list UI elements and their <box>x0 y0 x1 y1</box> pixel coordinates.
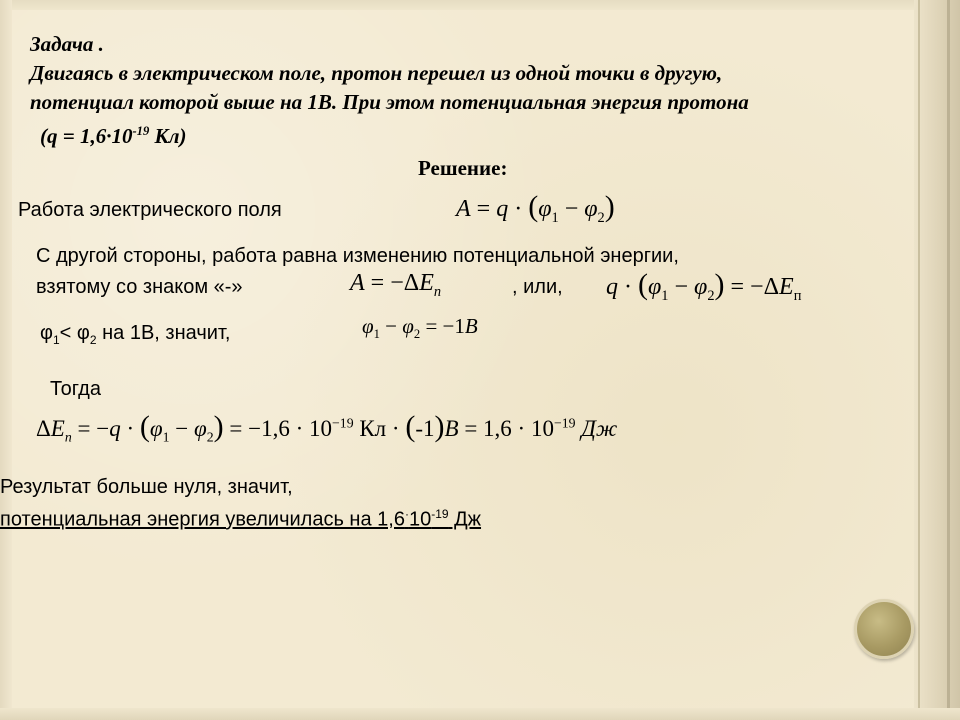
phi-statement <box>40 322 230 347</box>
final-formula-sub: n <box>64 429 72 445</box>
final-formula-eq2: = −1,6 · 10 <box>223 416 333 441</box>
work-formula-dot: · <box>508 196 529 222</box>
result-line-2-base: 10 <box>408 508 432 531</box>
alt-formula-eq: = −Δ <box>724 274 780 300</box>
phi-statement-phi1: φ <box>40 322 53 344</box>
other-side-line-2: взятому со знаком «-» <box>36 276 243 298</box>
task-charge-base: 10 <box>111 124 133 148</box>
work-formula-eq: = <box>470 196 497 222</box>
diff-formula-sub1: 1 <box>373 327 380 342</box>
alt-formula-e: E <box>779 274 794 300</box>
final-formula-exp2: −19 <box>553 415 576 431</box>
final-formula-paren2-open: ( <box>405 410 416 443</box>
work-formula-paren-close: ) <box>604 190 615 223</box>
task-line-3 <box>40 117 187 151</box>
final-formula <box>36 410 617 446</box>
phi-statement-lt: < φ <box>59 322 90 344</box>
final-formula-sub2: 2 <box>206 429 214 445</box>
final-formula-paren-close: ) <box>213 410 224 443</box>
alt-formula-sub: п <box>793 287 802 304</box>
energy-formula-lhs: A <box>350 270 365 296</box>
task-line-1: Двигаясь в электрическом поле, протон перешел из одной точки в другую, <box>30 61 723 85</box>
task-charge-unit: Кл) <box>149 124 187 148</box>
energy-formula-e: E <box>419 270 434 296</box>
work-formula-paren-open: ( <box>528 190 539 223</box>
work-formula <box>456 190 615 227</box>
diff-formula-eq: = −1 <box>420 314 465 338</box>
final-formula-delta: Δ <box>36 416 51 441</box>
work-formula-minus: − <box>558 196 585 222</box>
diff-formula-phi2: φ <box>402 314 414 338</box>
task-heading: Задача . <box>30 32 104 56</box>
result-line-2 <box>0 507 481 532</box>
final-formula-sub1: 1 <box>162 429 170 445</box>
frame-right-line <box>918 0 920 720</box>
phi-statement-rest: на 1В, значит, <box>96 322 231 344</box>
work-formula-lhs: A <box>456 196 471 222</box>
task-charge-dot: · <box>106 124 112 148</box>
frame-right-line-outer <box>947 0 950 720</box>
ili-text: , или, <box>512 276 563 298</box>
final-formula-paren-open: ( <box>139 410 150 443</box>
alt-formula-sub1: 1 <box>661 287 669 304</box>
frame-right <box>914 0 960 720</box>
work-formula-phi2: φ <box>584 196 598 222</box>
frame-bottom <box>0 708 960 720</box>
final-formula-paren2-close: ) <box>434 410 445 443</box>
alt-formula-paren-close: ) <box>714 268 725 301</box>
work-formula-sub2: 2 <box>597 209 605 226</box>
solution-title: Решение: <box>418 156 508 180</box>
work-formula-sub1: 1 <box>551 209 559 226</box>
alt-formula-sub2: 2 <box>707 287 715 304</box>
final-formula-dot: · <box>120 416 140 441</box>
work-formula-phi1: φ <box>538 196 552 222</box>
final-formula-b: B <box>444 416 459 441</box>
final-formula-phi2: φ <box>194 416 207 441</box>
energy-formula-sub: n <box>433 283 442 300</box>
alt-formula-dot: · <box>618 274 638 300</box>
alt-formula-phi2: φ <box>694 274 708 300</box>
result-line-2-exponent: -19 <box>431 507 449 521</box>
final-formula-eq1: = − <box>71 416 110 441</box>
final-formula-dot2: · <box>386 416 406 441</box>
result-line-2-dot: · <box>404 507 409 521</box>
work-label: Работа электрического поля <box>18 199 282 221</box>
final-formula-unit: Дж <box>575 416 618 441</box>
task-line-2: потенциал которой выше на 1В. При этом потенциальная энергия протона <box>30 90 749 114</box>
diff-formula-minus: − <box>379 314 403 338</box>
diff-formula <box>362 314 478 342</box>
final-formula-exp1: −19 <box>332 415 354 431</box>
task-charge-prefix: (q = 1,6 <box>40 124 107 148</box>
diff-formula-phi1: φ <box>362 314 374 338</box>
diff-formula-sub2: 2 <box>413 327 421 342</box>
frame-left <box>0 0 12 720</box>
result-line-1: Результат больше нуля, значит, <box>0 476 293 498</box>
final-formula-minus1: -1 <box>415 416 435 441</box>
final-formula-minus: − <box>169 416 195 441</box>
alt-formula <box>606 268 801 305</box>
diff-formula-unit: B <box>464 314 478 338</box>
result-line-2-value: потенциальная энергия увеличилась на 1,6 <box>0 508 405 531</box>
alt-formula-paren-open: ( <box>638 268 648 301</box>
final-formula-eq3: = 1,6 · 10 <box>458 416 554 441</box>
other-side-line-1: С другой стороны, работа равна изменению потенциальной энергии, <box>36 245 679 267</box>
alt-formula-phi1: φ <box>648 274 662 300</box>
final-formula-kl: Кл <box>353 416 387 441</box>
final-formula-q: q <box>109 416 121 441</box>
togda-text: Тогда <box>50 378 101 400</box>
phi-statement-sub1: 1 <box>52 333 60 347</box>
phi-statement-sub2: 2 <box>89 333 97 347</box>
energy-formula-eq: = −Δ <box>364 270 420 296</box>
result-line-2-unit: Дж <box>448 508 482 531</box>
alt-formula-q: q <box>606 274 618 300</box>
energy-formula <box>350 270 441 301</box>
final-formula-e: E <box>50 416 65 441</box>
alt-formula-minus: − <box>668 274 695 300</box>
final-formula-phi1: φ <box>149 416 163 441</box>
work-formula-q: q <box>496 196 509 222</box>
decorative-circle <box>854 599 914 659</box>
frame-top <box>0 0 960 10</box>
task-charge-exponent: -19 <box>132 124 150 138</box>
